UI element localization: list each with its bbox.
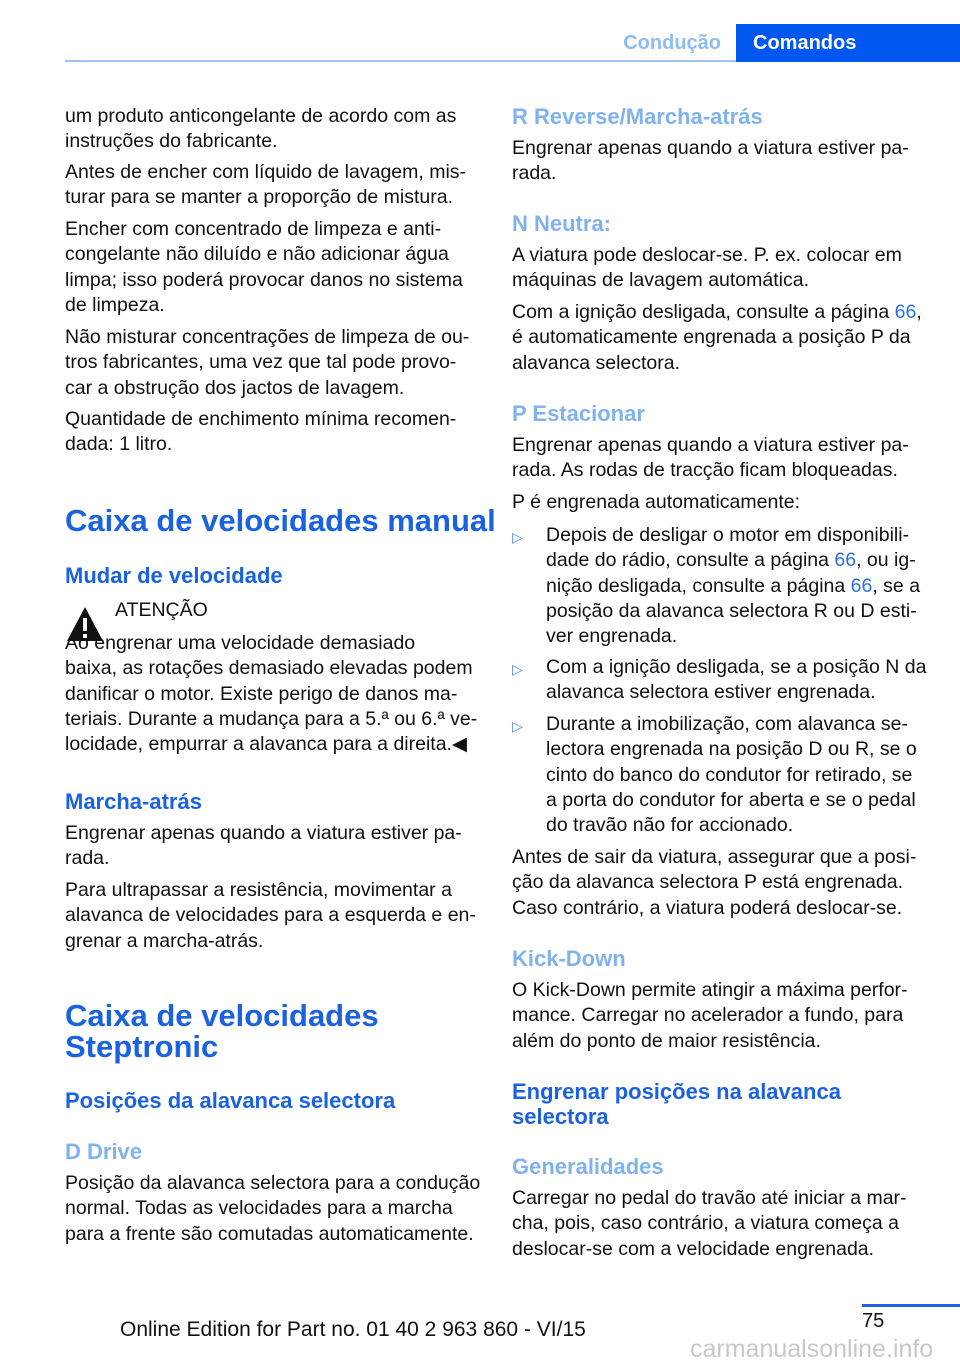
- text-line: do travão não for accionado.: [546, 814, 794, 837]
- text-line: P Estacionar: [512, 401, 645, 426]
- bullet-item: [512, 712, 960, 838]
- page-link[interactable]: 66: [894, 301, 917, 323]
- text-line: posição da alavanca selectora R ou D esti-: [546, 599, 917, 622]
- paragraph: [65, 160, 485, 211]
- text-segment: Com a ignição desligada, consulte a página: [512, 301, 895, 323]
- text-line: máquinas de lavagem automática.: [512, 269, 810, 292]
- section-heading: [65, 503, 496, 538]
- text-line: Depois de desligar o motor em disponibili-: [546, 524, 910, 546]
- text-line: lectora engrenada na posição D ou R, se o: [546, 738, 917, 761]
- text-line: além do ponto de maior resistência.: [512, 1029, 821, 1052]
- text-line: ção da alavanca selectora P está engrenada.: [512, 871, 903, 894]
- text-line: rada.: [512, 162, 557, 185]
- paragraph: [512, 433, 942, 484]
- text-line: locidade, empurrar a alavanca para a direita.◀: [65, 733, 467, 756]
- text-line: Caixa de velocidades: [65, 998, 379, 1033]
- bullet-triangle-icon: ▷: [512, 661, 523, 677]
- text-line: Caso contrário, a viatura poderá deslocar-se.: [512, 896, 903, 919]
- text-line: ver engrenada.: [546, 625, 678, 648]
- text-segment: dade do rádio, consulte a página: [546, 549, 835, 572]
- text-line: P é engrenada automaticamente:: [512, 491, 801, 513]
- paragraph: [65, 104, 485, 155]
- text-line: baixa, as rotações demasiado elevadas podem: [65, 657, 473, 680]
- text-line: [546, 574, 960, 599]
- paragraph: [512, 978, 942, 1054]
- topic-heading: [512, 401, 942, 426]
- page-number-rule: [862, 1304, 960, 1307]
- watermark: carmanualsonline.info: [690, 1335, 934, 1362]
- section-heading: [65, 1000, 485, 1062]
- text-line: [512, 300, 942, 325]
- edition-footer: Online Edition for Part no. 01 40 2 963 860 - VI/15: [120, 1318, 586, 1341]
- text-line: Marcha-atrás: [65, 789, 202, 814]
- text-line: Steptronic: [65, 1029, 219, 1064]
- paragraph: [512, 845, 942, 921]
- text-line: normal. Todas as velocidades para a marcha: [65, 1197, 453, 1220]
- text-line: selectora: [512, 1104, 609, 1129]
- text-line: cinto do banco do condutor for retirado, se: [546, 763, 913, 786]
- text-line: teriais. Durante a mudança para a 5.ª ou 6.ª ve-: [65, 707, 478, 730]
- text-line: Engrenar apenas quando a viatura estiver pa-: [65, 822, 462, 844]
- text-line: alavanca de velocidades para a esquerda e en-: [65, 904, 476, 927]
- topic-heading: [512, 104, 942, 129]
- text-line: car a obstrução dos jactos de lavagem.: [65, 376, 405, 399]
- text-line: rada.: [65, 847, 110, 870]
- bullet-item: [512, 523, 960, 649]
- text-line: alavanca selectora.: [512, 351, 681, 374]
- text-line: é automaticamente engrenada a posição P da: [512, 326, 911, 349]
- paragraph: [512, 300, 942, 376]
- text-line: Antes de encher com líquido de lavagem, mis-: [65, 161, 467, 183]
- paragraph: [65, 821, 485, 872]
- bullet-triangle-icon: ▷: [512, 718, 523, 734]
- text-line: Encher com concentrado de limpeza e anti-: [65, 218, 442, 240]
- paragraph: [512, 243, 942, 294]
- subsection-heading: [65, 1088, 485, 1113]
- header-divider: [65, 60, 736, 62]
- text-segment: nição desligada, consulte a página: [546, 574, 851, 597]
- text-line: Antes de sair da viatura, assegurar que a posi-: [512, 846, 917, 868]
- text-line: grenar a marcha-atrás.: [65, 929, 264, 952]
- topic-heading: [512, 946, 942, 971]
- text-line: instruções do fabricante.: [65, 130, 278, 153]
- text-line: para a frente são comutadas automaticamente.: [65, 1222, 474, 1245]
- text-line: congelante não diluído e não adicionar água: [65, 243, 449, 266]
- text-line: D Drive: [65, 1139, 143, 1164]
- paragraph: [65, 631, 485, 757]
- text-line: um produto anticongelante de acordo com as: [65, 105, 457, 127]
- text-line: A viatura pode deslocar-se. P. ex. colocar em: [512, 244, 902, 266]
- subsection-heading: [65, 789, 485, 814]
- text-line: N Neutra:: [512, 211, 612, 236]
- subsection-heading: [512, 1079, 942, 1129]
- bullet-triangle-icon: ▷: [512, 529, 523, 545]
- text-line: Mudar de velocidade: [65, 563, 283, 588]
- text-line: rada. As rodas de tracção ficam bloqueadas.: [512, 459, 898, 482]
- text-line: Ao engrenar uma velocidade demasiado: [65, 632, 416, 654]
- text-line: Engrenar posições na alavanca: [512, 1079, 841, 1104]
- topic-heading: [512, 211, 942, 236]
- text-line: Carregar no pedal do travão até iniciar a mar-: [512, 1187, 907, 1209]
- paragraph: [65, 878, 485, 954]
- text-line: [546, 548, 960, 573]
- page-number: 75: [862, 1310, 885, 1332]
- paragraph: [512, 136, 942, 187]
- text-line: Kick-Down: [512, 946, 626, 971]
- text-line: limpa; isso poderá provocar danos no sistema: [65, 268, 463, 291]
- subsection-heading: [65, 563, 485, 588]
- text-line: cha, pois, caso contrário, a viatura começa a: [512, 1212, 899, 1235]
- text-line: R Reverse/Marcha-atrás: [512, 104, 763, 129]
- text-line: Para ultrapassar a resistência, movimentar a: [65, 879, 452, 901]
- tab-conducao[interactable]: Condução: [623, 32, 721, 54]
- paragraph: [512, 1186, 942, 1262]
- text-line: mance. Carregar no acelerador a fundo, para: [512, 1004, 904, 1027]
- text-line: Engrenar apenas quando a viatura estiver pa-: [512, 434, 909, 456]
- paragraph: [512, 490, 942, 515]
- text-line: danificar o motor. Existe perigo de danos ma-: [65, 682, 458, 705]
- text-line: Durante a imobilização, com alavanca se-: [546, 713, 909, 735]
- text-line: Caixa de velocidades manual: [65, 503, 496, 538]
- paragraph: [65, 325, 485, 401]
- page-link[interactable]: 66: [834, 549, 857, 572]
- text-segment: , ou ig-: [856, 549, 916, 572]
- text-line: Não misturar concentrações de limpeza de ou-: [65, 326, 470, 348]
- text-line: Posição da alavanca selectora para a condução: [65, 1172, 481, 1194]
- text-line: a porta do condutor for aberta e se o pedal: [546, 788, 916, 811]
- text-line: Com a ignição desligada, se a posição N da: [546, 656, 927, 678]
- topic-heading: [512, 1154, 942, 1179]
- text-line: alavanca selectora estiver engrenada.: [546, 681, 876, 704]
- page-link[interactable]: 66: [850, 574, 873, 597]
- bullet-item: [512, 655, 960, 706]
- text-line: O Kick-Down permite atingir a máxima perfor-: [512, 979, 908, 1001]
- text-line: Engrenar apenas quando a viatura estiver pa-: [512, 137, 909, 159]
- tab-comandos[interactable]: Comandos: [736, 24, 960, 62]
- text-line: turar para se manter a proporção de mistura.: [65, 186, 454, 209]
- text-segment: ,: [916, 301, 922, 323]
- text-line: ATENÇÃO: [115, 599, 208, 621]
- text-segment: , se a: [872, 574, 921, 597]
- paragraph: [65, 407, 485, 458]
- topic-heading: [65, 1139, 485, 1164]
- text-line: deslocar-se com a velocidade engrenada.: [512, 1237, 875, 1260]
- paragraph: [65, 1171, 485, 1247]
- text-line: dada: 1 litro.: [65, 433, 173, 456]
- text-line: tros fabricantes, uma vez que tal pode provo-: [65, 351, 457, 374]
- paragraph: [65, 217, 485, 318]
- text-line: Generalidades: [512, 1154, 664, 1179]
- text-line: Quantidade de enchimento mínima recomen-: [65, 408, 457, 430]
- text-line: Posições da alavanca selectora: [65, 1088, 396, 1113]
- text-line: de limpeza.: [65, 293, 165, 316]
- warning-title: [115, 598, 535, 623]
